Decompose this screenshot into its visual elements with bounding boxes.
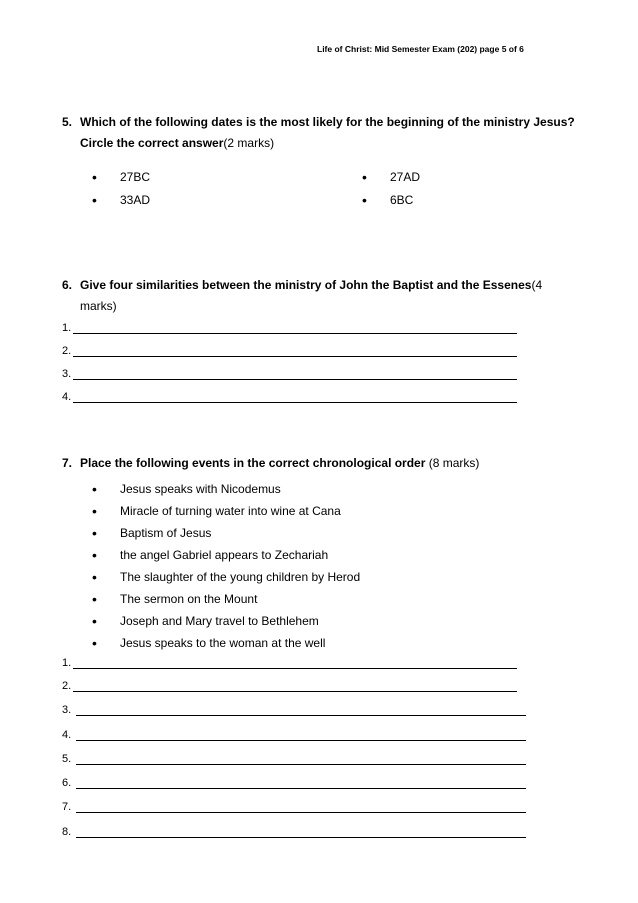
line-number: 2. <box>62 345 72 357</box>
line-number: 5. <box>62 753 72 765</box>
answer-line[interactable] <box>62 389 517 403</box>
question-number: 5. <box>62 115 73 129</box>
answer-line[interactable] <box>62 799 526 813</box>
option-label: 27AD <box>390 170 421 184</box>
line-number: 1. <box>62 322 72 334</box>
line-number: 3. <box>62 368 72 380</box>
answer-line[interactable] <box>62 678 517 692</box>
question-text: Which of the following dates is the most likely for the beginning of the ministry Jesus? Circle the correct answer <box>80 115 575 150</box>
event-list <box>92 478 360 654</box>
list-item: • Jesus speaks to the woman at the well <box>92 635 326 651</box>
answer-option[interactable] <box>362 170 420 184</box>
list-item: • Joseph and Mary travel to Bethlehem <box>92 613 319 629</box>
bullet-icon: • <box>92 481 97 497</box>
bullet-icon: • <box>92 547 97 563</box>
list-item: • the angel Gabriel appears to Zechariah <box>92 547 329 563</box>
answer-line[interactable] <box>62 320 517 334</box>
answer-line[interactable] <box>62 775 526 789</box>
list-item: • The slaughter of the young children by Herod <box>92 569 361 585</box>
answer-option[interactable] <box>92 193 150 207</box>
question-6 <box>62 275 582 317</box>
bullet-icon: • <box>92 503 97 519</box>
bullet-icon: • <box>92 569 97 585</box>
answer-line[interactable] <box>62 702 526 716</box>
bullet-icon: • <box>362 192 367 208</box>
question-7 <box>62 453 582 474</box>
option-label: 27BC <box>120 170 151 184</box>
question-marks: (2 marks) <box>223 136 275 150</box>
question-marks: (4 marks) <box>80 278 543 313</box>
bullet-icon: • <box>92 525 97 541</box>
answer-line[interactable] <box>62 343 517 357</box>
bullet-icon: • <box>92 192 97 208</box>
line-number: 4. <box>62 391 72 403</box>
answer-line[interactable] <box>62 366 517 380</box>
option-label: 33AD <box>120 193 151 207</box>
line-number: 3. <box>62 704 72 716</box>
answer-line[interactable] <box>62 727 526 741</box>
bullet-icon: • <box>362 169 367 185</box>
answer-option[interactable] <box>362 193 413 207</box>
answer-option[interactable] <box>92 170 150 184</box>
bullet-icon: • <box>92 591 97 607</box>
line-number: 1. <box>62 657 72 669</box>
line-number: 7. <box>62 801 72 813</box>
bullet-icon: • <box>92 169 97 185</box>
line-number: 4. <box>62 729 72 741</box>
list-item: • Miracle of turning water into wine at Cana <box>92 503 341 519</box>
list-item: • Jesus speaks with Nicodemus <box>92 481 281 497</box>
question-5 <box>62 112 582 154</box>
list-item: • Baptism of Jesus <box>92 525 212 541</box>
answer-line[interactable] <box>62 655 517 669</box>
question-number: 7. <box>62 456 73 470</box>
bullet-icon: • <box>92 613 97 629</box>
line-number: 8. <box>62 826 72 838</box>
line-number: 2. <box>62 680 72 692</box>
question-marks: (8 marks) <box>428 456 480 470</box>
list-item: • The sermon on the Mount <box>92 591 258 607</box>
answer-line[interactable] <box>62 751 526 765</box>
question-text: Place the following events in the correct chronological order <box>80 456 426 470</box>
option-label: 6BC <box>390 193 414 207</box>
answer-line[interactable] <box>62 824 526 838</box>
question-text: Give four similarities between the ministry of John the Baptist and the Essenes <box>80 278 532 292</box>
question-number: 6. <box>62 278 73 292</box>
line-number: 6. <box>62 777 72 789</box>
page-header: Life of Christ: Mid Semester Exam (202) page 5 of 6 <box>317 44 524 54</box>
bullet-icon: • <box>92 635 97 651</box>
